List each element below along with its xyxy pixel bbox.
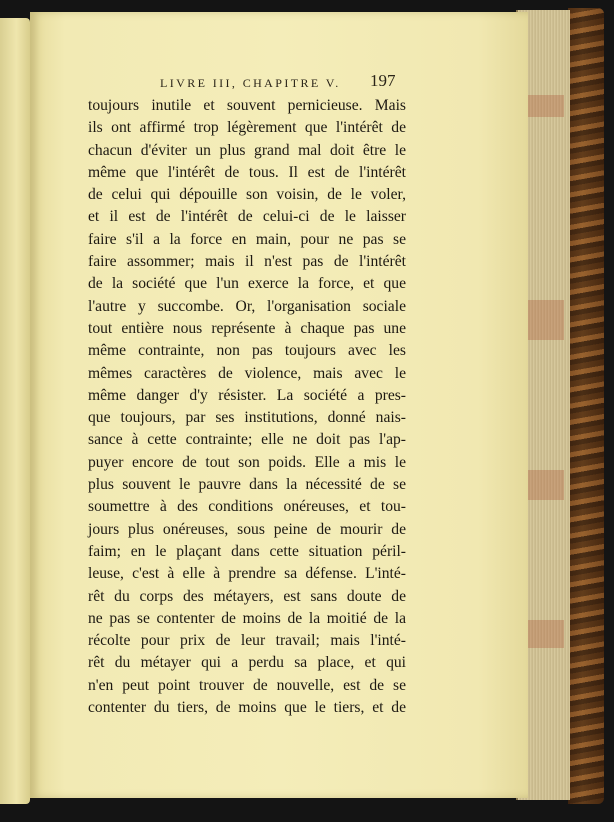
text-line: que toujours, par ses institutions, donné nais- [88,409,406,427]
text-line: n'en peut point trouver de nouvelle, est de se [88,676,406,694]
text-line: faire assommer; mais il n'est pas de l'intérêt [88,253,406,271]
text-line: faire s'il a la force en main, pour ne pas se [88,230,406,248]
text-line: ils ont affirmé trop légèrement que l'intérêt de [88,119,406,137]
text-line: mêmes caractères de violence, mais avec le [88,364,406,382]
text-line: récolte pour prix de leur travail; mais l'inté- [88,632,406,650]
text-line: contenter du tiers, de moins que le tiers, et de [88,699,406,717]
text-line: même contrainte, non pas toujours avec les [88,342,406,360]
text-line: rêt du métayer qui a perdu sa place, et qui [88,654,406,672]
text-line: puyer encore de tout son poids. Elle a mis le [88,453,406,471]
text-line: même que l'intérêt de tous. Il est de l'intérêt [88,163,406,181]
text-line: rêt du corps des métayers, est sans doute de [88,587,406,605]
text-line: tout entière nous représente à chaque pas une [88,319,406,337]
text-line: jours plus onéreuses, sous peine de mourir de [88,520,406,538]
left-page-edge [0,18,30,804]
text-line: toujours inutile et souvent pernicieuse. Mais [88,97,406,114]
text-line: soumettre à des conditions onéreuses, et tou- [88,498,406,516]
text-line: et il est de l'intérêt de celui-ci de le laisser [88,208,406,226]
running-title: LIVRE III, CHAPITRE V. [160,76,341,90]
text-line: de la société que l'un exerce la force, et que [88,275,406,293]
text-line: de celui qui dépouille son voisin, de le voler, [88,186,406,204]
text-line: ne pas se contenter de moins de la moitié de la [88,609,406,627]
text-line: l'autre y succombe. Or, l'organisation sociale [88,297,406,315]
text-line: plus souvent le pauvre dans la nécessité de se [88,476,406,494]
text-line: même danger d'y résister. La société a pres- [88,386,406,404]
text-line: leuse, c'est à elle à prendre sa défense. L'inté- [88,565,406,583]
text-line: chacun d'éviter un plus grand mal doit être le [88,141,406,159]
body-text [88,95,406,719]
text-line: sance à cette contrainte; elle ne doit pas l'ap- [88,431,406,449]
text-line: faim; en le plaçant dans cette situation péril- [88,542,406,560]
marbled-cover [568,8,604,804]
page-number: 197 [370,71,396,90]
